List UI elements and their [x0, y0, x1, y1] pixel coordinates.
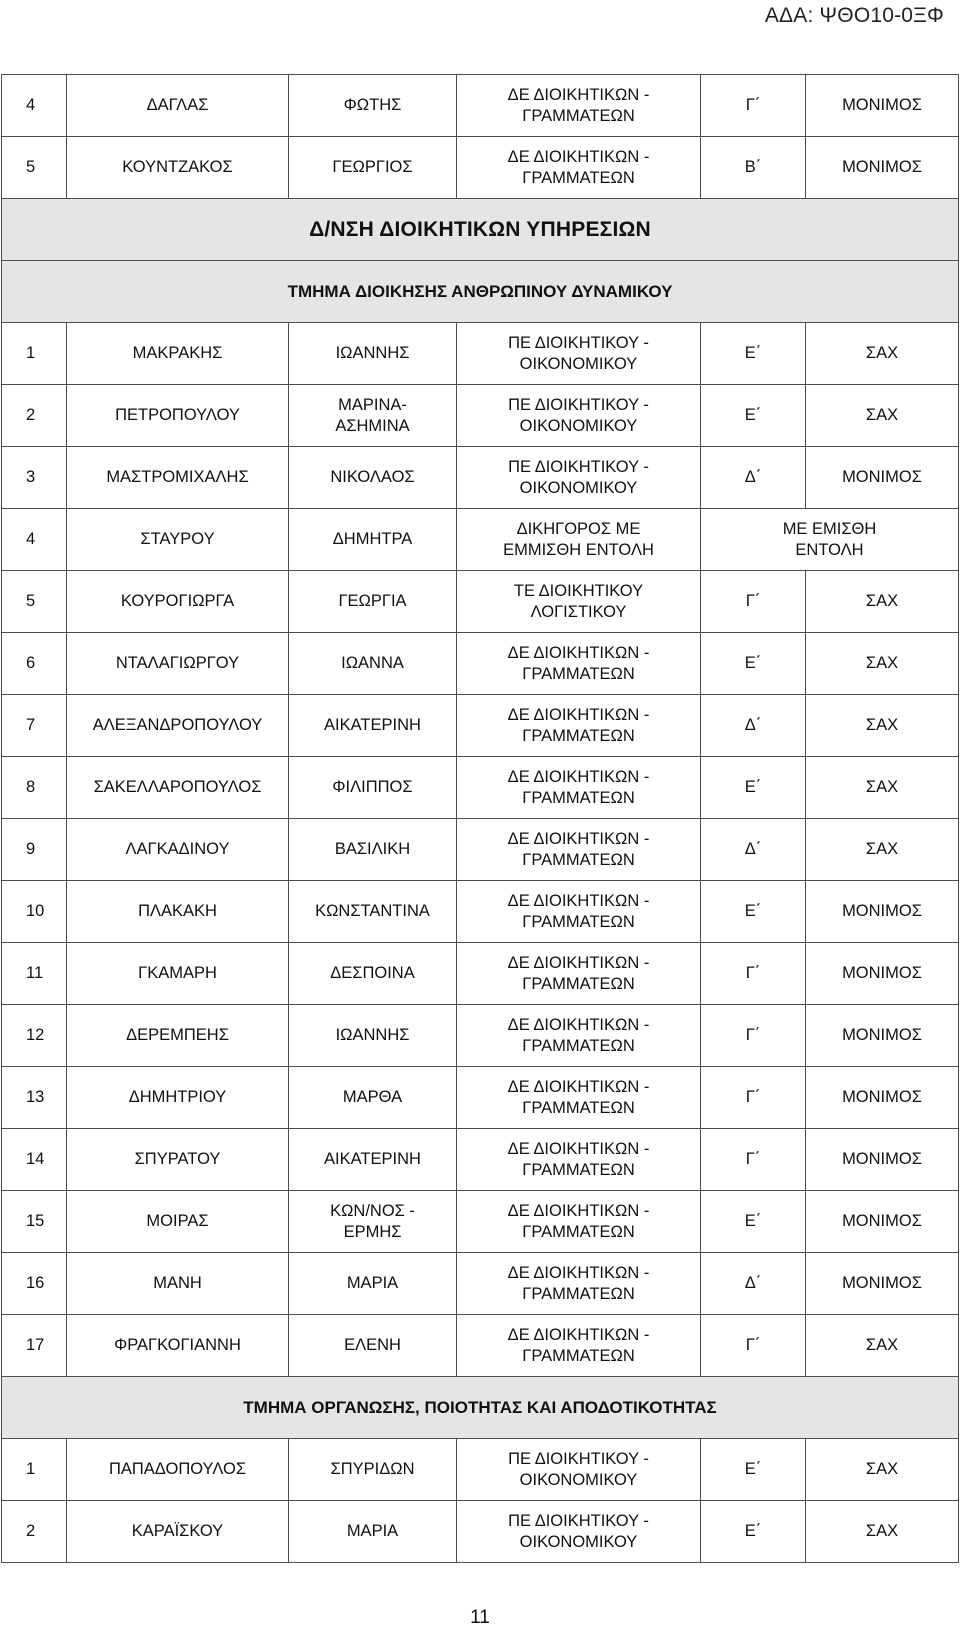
grade-cell: Ε΄ — [701, 1439, 806, 1501]
surname-cell: ΓΚΑΜΑΡΗ — [67, 943, 289, 1005]
grade-cell: Γ΄ — [701, 75, 806, 137]
status-cell: ΜΟΝΙΜΟΣ — [806, 943, 959, 1005]
surname-cell: ΠΑΠΑΔΟΠΟΥΛΟΣ — [67, 1439, 289, 1501]
category-cell: ΔΕ ΔΙΟΙΚΗΤΙΚΩΝ - ΓΡΑΜΜΑΤΕΩΝ — [457, 881, 701, 943]
status-cell: ΜΟΝΙΜΟΣ — [806, 75, 959, 137]
grade-cell: Ε΄ — [701, 1191, 806, 1253]
table-row — [2, 1315, 959, 1377]
category-cell: ΔΕ ΔΙΟΙΚΗΤΙΚΩΝ - ΓΡΑΜΜΑΤΕΩΝ — [457, 1067, 701, 1129]
row-number: 6 — [2, 633, 67, 695]
table-row — [2, 385, 959, 447]
department-heading: ΤΜΗΜΑ ΟΡΓΑΝΩΣΗΣ, ΠΟΙΟΤΗΤΑΣ ΚΑΙ ΑΠΟΔΟΤΙΚΟΤΗΤΑΣ — [2, 1377, 959, 1439]
row-number: 13 — [2, 1067, 67, 1129]
row-number: 10 — [2, 881, 67, 943]
firstname-cell: ΝΙΚΟΛΑΟΣ — [289, 447, 457, 509]
status-cell: ΣΑΧ — [806, 695, 959, 757]
table-row — [2, 943, 959, 1005]
row-number: 7 — [2, 695, 67, 757]
department-heading-row — [2, 1377, 959, 1439]
row-number: 11 — [2, 943, 67, 1005]
surname-cell: ΜΑΝΗ — [67, 1253, 289, 1315]
category-cell: ΔΕ ΔΙΟΙΚΗΤΙΚΩΝ - ΓΡΑΜΜΑΤΕΩΝ — [457, 1005, 701, 1067]
surname-cell: ΠΕΤΡΟΠΟΥΛΟΥ — [67, 385, 289, 447]
category-cell: ΠΕ ΔΙΟΙΚΗΤΙΚΟΥ - ΟΙΚΟΝΟΜΙΚΟΥ — [457, 385, 701, 447]
grade-cell: Δ΄ — [701, 695, 806, 757]
category-cell: ΔΕ ΔΙΟΙΚΗΤΙΚΩΝ - ΓΡΑΜΜΑΤΕΩΝ — [457, 137, 701, 199]
grade-cell: Δ΄ — [701, 819, 806, 881]
department-heading: ΤΜΗΜΑ ΔΙΟΙΚΗΣΗΣ ΑΝΘΡΩΠΙΝΟΥ ΔΥΝΑΜΙΚΟΥ — [2, 261, 959, 323]
status-cell: ΣΑΧ — [806, 1315, 959, 1377]
row-number: 3 — [2, 447, 67, 509]
ada-code: ΑΔΑ: ΨΘΟ10-0ΞΦ — [764, 4, 944, 27]
table-row — [2, 881, 959, 943]
table-row — [2, 633, 959, 695]
row-number: 5 — [2, 571, 67, 633]
row-number: 17 — [2, 1315, 67, 1377]
table-row — [2, 819, 959, 881]
category-cell: ΔΕ ΔΙΟΙΚΗΤΙΚΩΝ - ΓΡΑΜΜΑΤΕΩΝ — [457, 1253, 701, 1315]
category-cell: ΔΕ ΔΙΟΙΚΗΤΙΚΩΝ - ΓΡΑΜΜΑΤΕΩΝ — [457, 695, 701, 757]
grade-cell: Γ΄ — [701, 1315, 806, 1377]
grade-cell: Γ΄ — [701, 1067, 806, 1129]
row-number: 4 — [2, 75, 67, 137]
status-cell: ΣΑΧ — [806, 571, 959, 633]
table-row — [2, 1191, 959, 1253]
table-row — [2, 447, 959, 509]
status-cell: ΜΟΝΙΜΟΣ — [806, 881, 959, 943]
status-cell: ΣΑΧ — [806, 323, 959, 385]
grade-cell: Β΄ — [701, 137, 806, 199]
grade-cell: Ε΄ — [701, 633, 806, 695]
firstname-cell: ΚΩΝΣΤΑΝΤΙΝΑ — [289, 881, 457, 943]
category-cell: ΔΕ ΔΙΟΙΚΗΤΙΚΩΝ - ΓΡΑΜΜΑΤΕΩΝ — [457, 1129, 701, 1191]
row-number: 8 — [2, 757, 67, 819]
firstname-cell: ΔΗΜΗΤΡΑ — [289, 509, 457, 571]
status-cell: ΜΟΝΙΜΟΣ — [806, 1005, 959, 1067]
row-number: 1 — [2, 1439, 67, 1501]
category-cell: ΔΕ ΔΙΟΙΚΗΤΙΚΩΝ - ΓΡΑΜΜΑΤΕΩΝ — [457, 1191, 701, 1253]
firstname-cell: ΕΛΕΝΗ — [289, 1315, 457, 1377]
row-number: 2 — [2, 1501, 67, 1563]
row-number: 12 — [2, 1005, 67, 1067]
category-cell: ΔΕ ΔΙΟΙΚΗΤΙΚΩΝ - ΓΡΑΜΜΑΤΕΩΝ — [457, 1315, 701, 1377]
status-cell: ΣΑΧ — [806, 757, 959, 819]
grade-cell: Γ΄ — [701, 571, 806, 633]
grade-cell: Δ΄ — [701, 447, 806, 509]
status-cell: ΜΟΝΙΜΟΣ — [806, 1253, 959, 1315]
surname-cell: ΛΑΓΚΑΔΙΝΟΥ — [67, 819, 289, 881]
row-number: 16 — [2, 1253, 67, 1315]
firstname-cell: ΜΑΡΙΝΑ- ΑΣΗΜΙΝΑ — [289, 385, 457, 447]
status-cell: ΜΟΝΙΜΟΣ — [806, 447, 959, 509]
table-row — [2, 1439, 959, 1501]
table-row — [2, 1005, 959, 1067]
department-heading-row — [2, 261, 959, 323]
firstname-cell: ΜΑΡΙΑ — [289, 1501, 457, 1563]
grade-cell: Δ΄ — [701, 1253, 806, 1315]
table-row — [2, 1253, 959, 1315]
grade-cell: Γ΄ — [701, 1129, 806, 1191]
surname-cell: ΔΑΓΛΑΣ — [67, 75, 289, 137]
grade-cell: Γ΄ — [701, 943, 806, 1005]
firstname-cell: ΓΕΩΡΓΙΟΣ — [289, 137, 457, 199]
category-cell: ΠΕ ΔΙΟΙΚΗΤΙΚΟΥ - ΟΙΚΟΝΟΜΙΚΟΥ — [457, 447, 701, 509]
category-cell: ΔΕ ΔΙΟΙΚΗΤΙΚΩΝ - ΓΡΑΜΜΑΤΕΩΝ — [457, 819, 701, 881]
page-number: 11 — [470, 1607, 490, 1628]
directorate-heading: Δ/ΝΣΗ ΔΙΟΙΚΗΤΙΚΩΝ ΥΠΗΡΕΣΙΩΝ — [2, 199, 959, 261]
surname-cell: ΚΟΥΝΤΖΑΚΟΣ — [67, 137, 289, 199]
table-row — [2, 695, 959, 757]
table-row — [2, 323, 959, 385]
status-cell: ΜΟΝΙΜΟΣ — [806, 137, 959, 199]
status-cell: ΣΑΧ — [806, 1501, 959, 1563]
firstname-cell: ΜΑΡΘΑ — [289, 1067, 457, 1129]
category-cell: ΠΕ ΔΙΟΙΚΗΤΙΚΟΥ - ΟΙΚΟΝΟΜΙΚΟΥ — [457, 1439, 701, 1501]
firstname-cell: ΔΕΣΠΟΙΝΑ — [289, 943, 457, 1005]
table-row — [2, 757, 959, 819]
category-cell: ΠΕ ΔΙΟΙΚΗΤΙΚΟΥ - ΟΙΚΟΝΟΜΙΚΟΥ — [457, 323, 701, 385]
firstname-cell: ΣΠΥΡΙΔΩΝ — [289, 1439, 457, 1501]
status-cell: ΣΑΧ — [806, 819, 959, 881]
firstname-cell: ΒΑΣΙΛΙΚΗ — [289, 819, 457, 881]
category-cell: ΔΙΚΗΓΟΡΟΣ ΜΕ ΕΜΜΙΣΘΗ ΕΝΤΟΛΗ — [457, 509, 701, 571]
status-cell: ΣΑΧ — [806, 385, 959, 447]
row-number: 15 — [2, 1191, 67, 1253]
category-cell: ΔΕ ΔΙΟΙΚΗΤΙΚΩΝ - ΓΡΑΜΜΑΤΕΩΝ — [457, 943, 701, 1005]
firstname-cell: ΦΙΛΙΠΠΟΣ — [289, 757, 457, 819]
row-number: 14 — [2, 1129, 67, 1191]
firstname-cell: ΙΩΑΝΝΑ — [289, 633, 457, 695]
surname-cell: ΜΑΣΤΡΟΜΙΧΑΛΗΣ — [67, 447, 289, 509]
grade-cell: Ε΄ — [701, 385, 806, 447]
surname-cell: ΚΑΡΑΪΣΚΟΥ — [67, 1501, 289, 1563]
status-cell: ΜΟΝΙΜΟΣ — [806, 1191, 959, 1253]
surname-cell: ΠΛΑΚΑΚΗ — [67, 881, 289, 943]
surname-cell: ΔΕΡΕΜΠΕΗΣ — [67, 1005, 289, 1067]
grade-cell: Ε΄ — [701, 1501, 806, 1563]
table-row — [2, 1067, 959, 1129]
firstname-cell: ΚΩΝ/ΝΟΣ - ΕΡΜΗΣ — [289, 1191, 457, 1253]
category-cell: ΔΕ ΔΙΟΙΚΗΤΙΚΩΝ - ΓΡΑΜΜΑΤΕΩΝ — [457, 633, 701, 695]
status-cell: ΣΑΧ — [806, 633, 959, 695]
grade-cell: Ε΄ — [701, 323, 806, 385]
table-row — [2, 509, 959, 571]
status-cell: ΣΑΧ — [806, 1439, 959, 1501]
surname-cell: ΜΟΙΡΑΣ — [67, 1191, 289, 1253]
table-row — [2, 1129, 959, 1191]
surname-cell: ΔΗΜΗΤΡΙΟΥ — [67, 1067, 289, 1129]
category-cell: ΠΕ ΔΙΟΙΚΗΤΙΚΟΥ - ΟΙΚΟΝΟΜΙΚΟΥ — [457, 1501, 701, 1563]
firstname-cell: ΓΕΩΡΓΙΑ — [289, 571, 457, 633]
grade-cell: Ε΄ — [701, 757, 806, 819]
surname-cell: ΜΑΚΡΑΚΗΣ — [67, 323, 289, 385]
table-row — [2, 75, 959, 137]
surname-cell: ΣΤΑΥΡΟΥ — [67, 509, 289, 571]
firstname-cell: ΜΑΡΙΑ — [289, 1253, 457, 1315]
firstname-cell: ΑΙΚΑΤΕΡΙΝΗ — [289, 695, 457, 757]
category-cell: ΔΕ ΔΙΟΙΚΗΤΙΚΩΝ - ΓΡΑΜΜΑΤΕΩΝ — [457, 757, 701, 819]
surname-cell: ΑΛΕΞΑΝΔΡΟΠΟΥΛΟΥ — [67, 695, 289, 757]
surname-cell: ΣΠΥΡΑΤΟΥ — [67, 1129, 289, 1191]
grade-cell: Ε΄ — [701, 881, 806, 943]
status-cell: ΜΟΝΙΜΟΣ — [806, 1129, 959, 1191]
status-cell: ΜΕ ΕΜΙΣΘΗ ΕΝΤΟΛΗ — [701, 509, 959, 571]
row-number: 5 — [2, 137, 67, 199]
surname-cell: ΝΤΑΛΑΓΙΩΡΓΟΥ — [67, 633, 289, 695]
surname-cell: ΣΑΚΕΛΛΑΡΟΠΟΥΛΟΣ — [67, 757, 289, 819]
table-row — [2, 137, 959, 199]
surname-cell: ΦΡΑΓΚΟΓΙΑΝΝΗ — [67, 1315, 289, 1377]
grade-cell: Γ΄ — [701, 1005, 806, 1067]
firstname-cell: ΦΩΤΗΣ — [289, 75, 457, 137]
surname-cell: ΚΟΥΡΟΓΙΩΡΓΑ — [67, 571, 289, 633]
row-number: 9 — [2, 819, 67, 881]
firstname-cell: ΙΩΑΝΝΗΣ — [289, 323, 457, 385]
status-cell: ΜΟΝΙΜΟΣ — [806, 1067, 959, 1129]
firstname-cell: ΙΩΑΝΝΗΣ — [289, 1005, 457, 1067]
table-row — [2, 1501, 959, 1563]
directorate-heading-row — [2, 199, 959, 261]
table-row — [2, 571, 959, 633]
category-cell: ΔΕ ΔΙΟΙΚΗΤΙΚΩΝ - ΓΡΑΜΜΑΤΕΩΝ — [457, 75, 701, 137]
firstname-cell: ΑΙΚΑΤΕΡΙΝΗ — [289, 1129, 457, 1191]
category-cell: ΤΕ ΔΙΟΙΚΗΤΙΚΟΥ ΛΟΓΙΣΤΙΚΟΥ — [457, 571, 701, 633]
row-number: 4 — [2, 509, 67, 571]
row-number: 2 — [2, 385, 67, 447]
row-number: 1 — [2, 323, 67, 385]
staff-table — [1, 74, 959, 1563]
